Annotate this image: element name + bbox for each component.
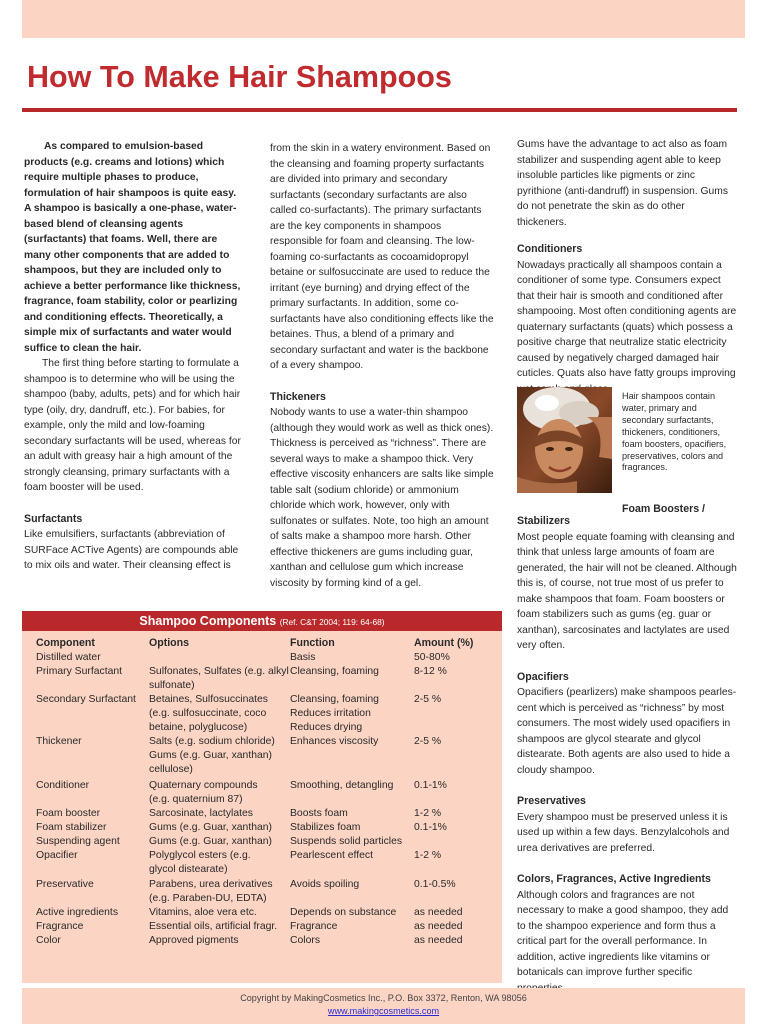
cell-amount: 0.1-1% (414, 780, 447, 791)
cell-options: Quaternary compounds (e.g. quaternium 87) (149, 780, 258, 806)
cell-component: Color (36, 935, 61, 946)
cell-function: Suspends solid particles (290, 836, 403, 847)
cell-component: Fragrance (36, 921, 84, 932)
intro-paragraph: As compared to emulsion-based products (e.g. creams and lotions) which require multiple phases to produce, formulation of hair shampoos is quite easy. A shampoo is basically a one-phase, water-based blend of cleansing agents (surfactants) that foams. Well, there are many other components that are added to shampoos, but they are included only to achieve a better performance like thickness, fragrance, foam stability, color or pearlizing and conditioning effects. Theoretically, a simple mix of surfactants and water would suffice to clean the hair. (24, 141, 241, 354)
cell-options: Approved pigments (149, 935, 239, 946)
cell-amount: as needed (414, 907, 463, 918)
colors-text: Although colors and fragrances are not necessary to make a good shampoo, they add to the shampoo experience and form thus a critical part for the overall performance. In addition, active ingredients like vitamins or botanicals can improve further specific (517, 889, 729, 978)
copyright-text: Copyright by MakingCosmetics Inc., P.O. Box 3372, Renton, WA 98056 (240, 993, 527, 1003)
surfactants-continued: from the skin in a watery environment. Based on the cleansing and foaming property surfactants are divided into primary and secondary surfactants (secondary surfactants are also called co-surfactants). The primary surfactants are the key components in shampoos responsible for foam and cleansing. The low-foaming co-surfactants as cocoamidopropyl betaine or sulfosuccinate are used to reduce the irritant (eye burning) and drying effect of the primary surfactants. In addition, some co-surfactants have also conditioning effects like the betaines. Thus, a blend of a primary and secondary surfactant and water is the backbone of a every shampoo. (270, 143, 494, 371)
thickeners-text: Nobody wants to use a water-thin shampoo (although they would work as well as thick ones). Thickness is perceived as “richness”. There are several ways to make a shampoo thick. Very effective viscosity enhancers are salts like simple table salt (sodium chloride) or ammonium chloride which work, however, only with sulfonates or sulfates. Note, too high an amount of salts make a shampoo more harsh. Other effective thickeners are gums including guar, xanthan and cellulose gum which increase viscosity by forming kind of a gel. (270, 407, 494, 589)
cell-component: Preservative (36, 879, 94, 890)
opacifiers-heading: Opacifiers (517, 670, 569, 683)
cell-function: Fragrance (290, 921, 338, 932)
cell-function: Basis (290, 652, 316, 663)
cell-component: Distilled water (36, 652, 101, 663)
cell-function: Avoids spoiling (290, 879, 360, 890)
cell-function: Enhances viscosity (290, 736, 379, 747)
surfactants-heading: Surfactants (24, 512, 83, 525)
header-function: Function (290, 637, 335, 649)
cell-options: Vitamins, aloe vera etc. (149, 907, 257, 918)
conditioners-text: Nowadays practically all shampoos contain a conditioner of some type. Consumers expect that their hair is smooth and conditioned after shampooing. Most often conditioning agents are quaternary surfactants (quats) which possess a positive charge that neutralize static electricity caused by negatively charged damaged hair cuticles. Quats also have fatty groups improving (517, 259, 737, 379)
cell-component: Thickener (36, 736, 82, 747)
colors-heading: Colors, Fragrances, Active Ingredients (517, 873, 711, 885)
cell-component: Active ingredients (36, 907, 119, 918)
cell-amount: as needed (414, 935, 463, 946)
opacifiers-text: Opacifiers (pearlizers) make shampoos pearles-cent which is perceived as “richness” by most consumers. The most widely used opacifiers in shampoos are glycol stearate and glycol distearate. Both agents are also used to hide a cloudy shampoo. (517, 687, 737, 776)
cell-function: Colors (290, 935, 321, 946)
gums-text: Gums have the advantage to act also as foam stabilizer and suspending agent able to keep insoluble particles like pigments or zinc pyrithione (anti-dandruff) in suspension. Gums do not penetrate the skin as do other thickeners. (517, 139, 729, 228)
footer (22, 988, 745, 1024)
cell-amount: 1-2 % (414, 850, 442, 861)
cell-component: Suspending agent (36, 836, 120, 847)
title-rule (22, 108, 737, 112)
column-1 (24, 139, 244, 574)
header-options: Options (149, 637, 190, 649)
paragraph-formulate: The first thing before starting to formulate a shampoo is to determine who will be using the shampoo (baby, adults, pets) and for which hair type (oily, dry, dandruff, etc.). For babies, for example, only the mild and low-foaming secondary surfactants will be used, whereas for an adult with greasy hair a high amount of the strongly cleansing, primary surfactants with a foam booster will be used. (24, 358, 241, 493)
cell-amount: as needed (414, 921, 463, 932)
cell-function: Depends on substance (290, 907, 397, 918)
header-amount: Amount (%) (414, 637, 474, 649)
cell-component: Conditioner (36, 780, 90, 791)
surfactants-text: Like emulsifiers, surfactants (abbreviation of SURFace ACTive Agents) are compounds able to mix oils and water. Their cleansing effect is (24, 529, 239, 571)
preservatives-text: Every shampoo must be preserved unless it is used up within a few days. Benzylalcohols and urea derivatives are preferred. (517, 811, 730, 854)
column-3-lower (517, 514, 737, 996)
cell-amount: 0.1-0.5% (414, 879, 456, 890)
cell-options: Salts (e.g. sodium chloride) Gums (e.g. Guar, xanthan) cellulose) (149, 736, 275, 776)
cell-options: Gums (e.g. Guar, xanthan) (149, 836, 273, 847)
foam-boosters-heading: Foam Boosters / (622, 503, 706, 515)
table-reference: (Ref. C&T 2004; 119: 64-68) (279, 617, 385, 627)
cell-amount: 8-12 % (414, 666, 447, 677)
cell-options: Sarcosinate, lactylates (149, 808, 253, 819)
cell-options: Parabens, urea derivatives (e.g. Paraben-DU, EDTA) (149, 879, 273, 905)
cell-function: Stabilizes foam (290, 822, 361, 833)
cell-function: Smoothing, detangling (290, 780, 394, 791)
cell-function: Boosts foam (290, 808, 348, 819)
cell-component: Primary Surfactant (36, 666, 123, 677)
conditioners-heading: Conditioners (517, 243, 583, 255)
cell-component: Opacifier (36, 850, 78, 861)
header-component: Component (36, 637, 95, 649)
cell-options: Gums (e.g. Guar, xanthan) (149, 822, 273, 833)
column-2 (270, 141, 496, 591)
cell-options: Essential oils, artificial fragr. (149, 921, 278, 932)
page-title: How To Make Hair Shampoos (27, 60, 452, 94)
cell-amount: 50-80% (414, 652, 450, 663)
woman-shampooing-photo (517, 387, 612, 493)
cell-amount: 2-5 % (414, 736, 442, 747)
cell-function: Cleansing, foaming (290, 666, 379, 677)
cell-function: Pearlescent effect (290, 850, 373, 861)
foam-text: Most people equate foaming with cleansing and think that unless large amounts of foam are generated, the hair will not be cleaned. Although this is, of course, not true most of us prefer to make shampoos that foam. Foam boosters or foam stabilizers such as gums (eg. guar or xanthan), sarcosinates and lactylates are used very often. (517, 531, 737, 651)
cell-component: Foam booster (36, 808, 101, 819)
website-link[interactable]: www.makingcosmetics.com (327, 1006, 440, 1016)
cell-options: Sulfonates, Sulfates (e.g. alkyl sulfonate) (149, 666, 289, 692)
shampoo-components-table (22, 611, 502, 983)
thickeners-heading: Thickeners (270, 390, 326, 403)
cell-options: Betaines, Sulfosuccinates (e.g. sulfosuccinate, coco betaine, polyglucose) (149, 694, 268, 734)
cell-component: Foam stabilizer (36, 822, 107, 833)
top-band (22, 0, 745, 38)
table-title: Shampoo Components (139, 614, 277, 628)
cell-amount: 1-2 % (414, 808, 442, 819)
cell-options: Polyglycol esters (e.g. glycol distearate) (149, 850, 251, 876)
cell-amount: 2-5 % (414, 694, 442, 705)
preservatives-heading: Preservatives (517, 795, 586, 807)
photo-caption: Hair shampoos contain water, primary and secondary surfactants, thickeners, conditioners, foam boosters, opacifiers, preservatives, colors and fragrances. (622, 391, 727, 473)
cell-amount: 0.1-1% (414, 822, 447, 833)
table-title-bar (22, 611, 502, 631)
column-3 (517, 137, 737, 397)
stabilizers-heading: Stabilizers (517, 515, 570, 527)
cell-function: Cleansing, foaming Reduces irritation Reduces drying (290, 694, 379, 734)
cell-component: Secondary Surfactant (36, 694, 136, 705)
